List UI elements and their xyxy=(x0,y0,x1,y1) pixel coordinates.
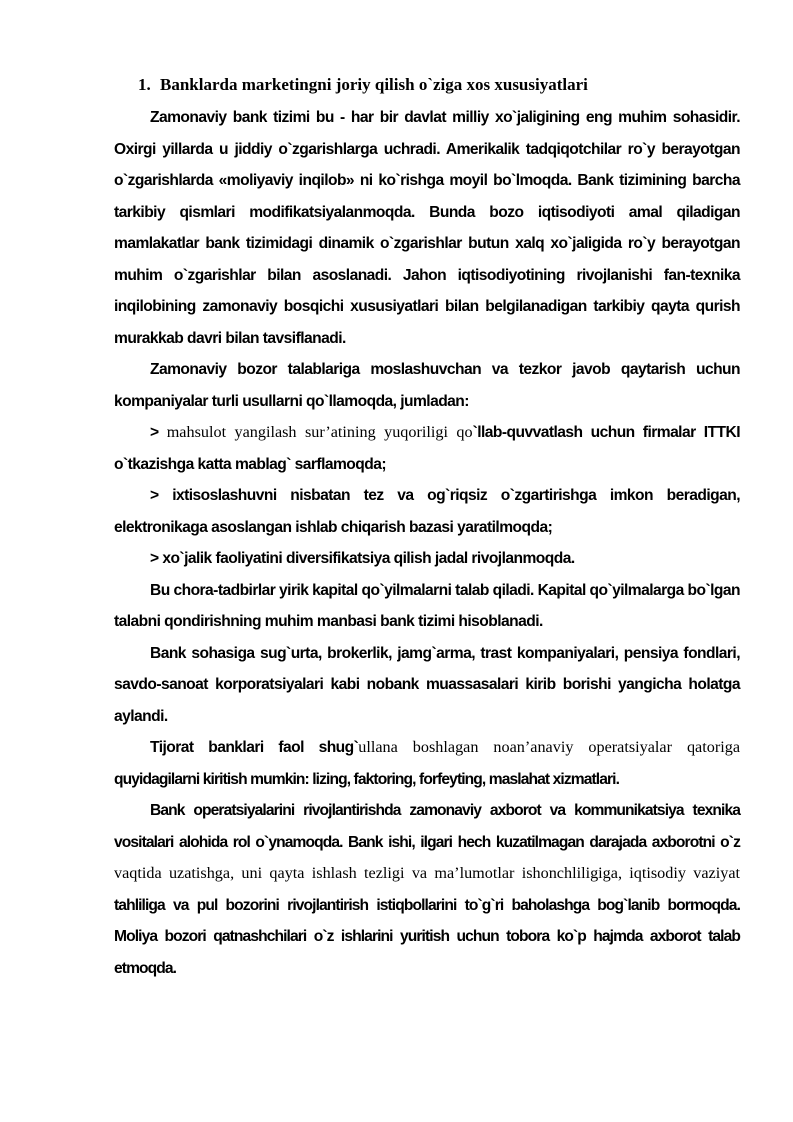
list-item-product-renewal-serif: mahsulot yangilash sur’atining yuqoriligi qo xyxy=(166,423,473,441)
paragraph-capital-investment: Bu chora-tadbirlar yirik kapital qo`yilmalarni talab qiladi. Kapital qo`yilmalarga bo`lgan talabni qondirishning muhim manbasi bank tizimi hisoblanadi. xyxy=(114,581,740,630)
list-item-product-renewal xyxy=(114,417,740,480)
list-item-product-renewal-lead: > xyxy=(150,424,167,441)
section-heading xyxy=(138,68,740,102)
paragraph-bank-system: Zamonaviy bank tizimi bu - har bir davlat milliy xo`jaligining eng muhim sohasidir. Oxirgi yillarda u jiddiy o`zgarishlarga uchradi. Amerikalik tadqiqotchilar ro`y berayotgan o`zgarishlarda «moliyaviy inqilob» ni ko`rishga moyil bo`lmoqda. Bank tizimining barcha tarkibiy qismlari modifikatsiyalanmoqda. Bunda bozo iqtisodiyoti amal qiladigan mamlakatlar bank tizimidagi dinamik o`zgarishlar butun xalq xo`jaligida ro`y berayotgan muhim o`zgarishlar bilan asoslanadi. Jahon iqtisodiyotining rivojlanishi fan-texnika inqilobining zamonaviy bosqichi xususiyatlari bilan belgilanadigan tarkibiy qayta qurish murakkab davri bilan tavsiflanadi. xyxy=(114,109,740,347)
list-item-diversification: > xo`jalik faoliyatini diversifikatsiya qilish jadal rivojlanmoqda. xyxy=(150,550,575,567)
paragraph-commercial-banks-serif: ullana boshlagan noan’anaviy operatsiyalar qatoriga xyxy=(358,738,741,756)
paragraph-information-technology-rest: tahliliga va pul bozorini rivojlantirish istiqbollarini to`g`ri baholashga bog`lanib bormoqda. Moliya bozori qatnashchilari o`z ishlarini yuritish uchun tobora ko`p hajmda axborot talab etmoqda. xyxy=(114,896,740,977)
section-title: Banklarda marketingni joriy qilish o`ziga xos xususiyatlari xyxy=(160,75,588,94)
paragraph-information-technology xyxy=(114,795,740,984)
paragraph-market-demands: Zamonaviy bozor talablariga moslashuvchan va tezkor javob qaytarish uchun kompaniyalar turli usullarni qo`llamoqda, jumladan: xyxy=(114,361,740,410)
paragraph-information-technology-lead: Bank operatsiyalarini rivojlantirishda zamonaviy axborot va kommunikatsiya texnika vositalari alohida rol o`ynamoqda. Bank ishi, ilgari hech kuzatilmagan darajada axborotni o`z xyxy=(114,802,740,851)
paragraph-commercial-banks xyxy=(114,732,740,795)
paragraph-commercial-banks-rest: quyidagilarni kiritish mumkin: lizing, faktoring, forfeyting, maslahat xizmatlari. xyxy=(114,770,620,788)
list-item-specialization: > ixtisoslashuvni nisbatan tez va og`riqsiz o`zgartirishga imkon beradigan, elektronikaga asoslangan ishlab chiqarish bazasi yaratilmoqda; xyxy=(114,487,740,536)
paragraph-information-technology-serif: vaqtida uzatishga, uni qayta ishlash tezligi va ma’lumotlar ishonchliligiga, iqtisodiy vaziyat xyxy=(114,864,740,882)
paragraph-nonbank-institutions: Bank sohasiga sug`urta, brokerlik, jamg`arma, trast kompaniyalari, pensiya fondlari, savdo-sanoat korporatsiyalari kabi nobank muassasalari kirib borishi yangicha holatga aylandi. xyxy=(114,644,740,725)
list-item-product-renewal-rest: `llab-quvvatlash uchun firmalar ITTKI o`tkazishga katta mablag` sarflamoqda; xyxy=(114,424,740,473)
paragraph-commercial-banks-lead: Tijorat banklari faol shug` xyxy=(150,739,359,756)
section-number: 1. xyxy=(138,75,151,94)
document-page xyxy=(114,68,740,984)
